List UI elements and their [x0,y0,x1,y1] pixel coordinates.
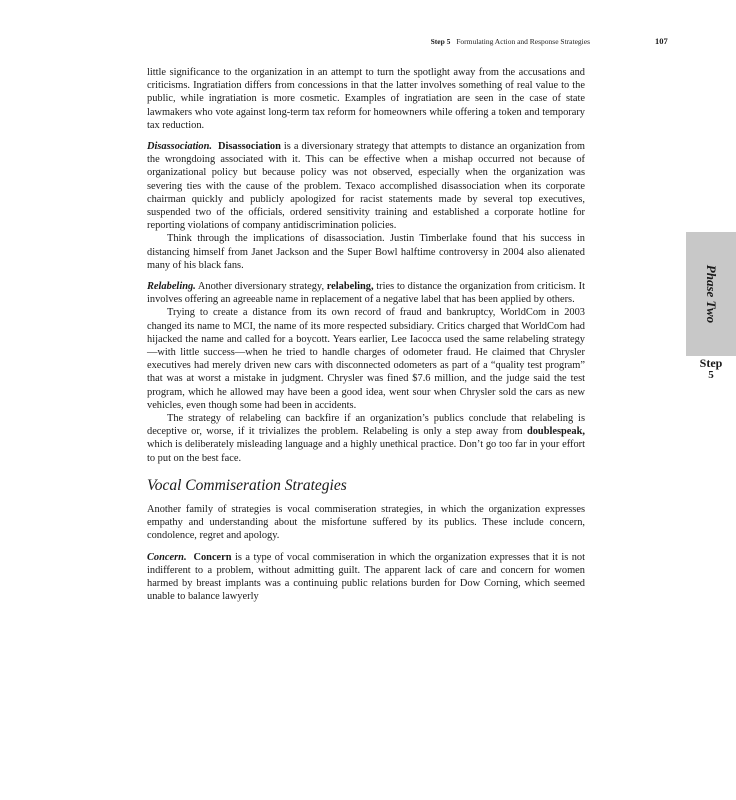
paragraph-concern [147,551,585,604]
page-body [147,66,585,603]
relabeling-text-b: tries to distance the organization from criticism. It involves offering an agreeable name in replacement of a negative label that has been applied by others. [147,281,585,306]
running-head-title: Formulating Action and Response Strategies [456,37,590,46]
disassociation-text: is a diversionary strategy that attempts to distance an organization from the wrongdoing associated with it. This can be effective when a mishap occurred not because of organizational policy but because policy was not observed, especially when the organization was severing ties with the cause of the problem. Texaco accomplished disassociation when its corporate chairman quickly and publicly apologized for racist statements made by several top executives, suspended two of the officials, ordered sensitivity training and established a corporate hotline for reporting violations of company antidiscrimination policies. [147,141,585,232]
paragraph-disassociation [147,140,585,232]
paragraph-relabeling-3 [147,412,585,465]
step-marker-label: Step [699,356,723,370]
phase-tab [686,232,736,356]
term-disassociation: Disassociation [217,141,281,153]
paragraph-section-intro: Another family of strategies is vocal commiseration strategies, in which the organization expresses empathy and understanding about the misfortune suffered by its publics. These include concern, condolence, regret and apology. [147,503,585,542]
step-marker-number: 5 [708,369,714,381]
step-marker [686,357,736,381]
running-head [370,37,590,46]
runin-heading-concern: Concern. [147,551,187,563]
phase-tab-label: Phase Two [704,264,719,324]
paragraph-relabeling-2: Trying to create a distance from its own record of fraud and bankruptcy, WorldCom in 2003 changed its name to MCI, the name of its more respected subsidiary. Critics charged that WorldCom had hijacked the name and called for a boycott. Years earlier, Lee Iacocca used the same relabeling strategy—with little success—when he tried to handle charges of odometer fraud. He claimed that Chrysler executives had merely driven new cars with disconnected odometers as part of a “quality test program” that was at worst a mistake in judgment. Chrysler was fined $7.6 million, and the judge said the test program, which he allowed may have been a good idea, went sour when Chrysler sold the cars as new vehicles, even though some had been in accidents. [147,307,585,411]
paragraph-relabeling [147,280,585,306]
running-head-step: Step 5 [430,37,451,46]
section-heading-vocal-commiseration: Vocal Commiseration Strategies [147,476,347,494]
runin-heading-relabeling: Relabeling. [147,281,196,293]
page-number: 107 [655,36,668,46]
relabeling-p3-text-b: which is deliberately misleading language and a highly unethical practice. Don’t go too far in your effort to put on the best face. [147,439,585,464]
relabeling-text-a: Another diversionary strategy, [195,281,327,293]
term-concern: Concern [193,551,232,563]
term-relabeling: relabeling, [326,281,374,293]
concern-text: is a type of vocal commiseration in which the organization expresses that it is not indifferent to a problem, without admitting guilt. The apparent lack of care and concern for women harmed by breast implants was a continuing public relations burden for Dow Corning, which seemed unable to balance lawyerly [147,551,585,603]
relabeling-p3-text-a: The strategy of relabeling can backfire if an organization’s publics conclude that relabeling is deceptive or, worse, if it trivializes the problem. Relabeling is only a step away from [147,413,585,438]
runin-heading-disassociation: Disassociation. [147,141,212,153]
term-doublespeak: doublespeak, [526,426,585,438]
paragraph-disassociation-2: Think through the implications of disassociation. Justin Timberlake found that his success in distancing himself from Janet Jackson and the Super Bowl halftime controversy in 2004 also alienated many of his black fans. [147,233,585,271]
paragraph-ingratiation: little significance to the organization in an attempt to turn the spotlight away from the accusations and criticisms. Ingratiation differs from concessions in that the latter involves something of real value to the public, while ingratiation is more cosmetic. Examples of ingratiation are seen in the case of state lawmakers who vote against long-term tax reform for homeowners while offering a token and temporary tax reduction. [147,67,585,131]
